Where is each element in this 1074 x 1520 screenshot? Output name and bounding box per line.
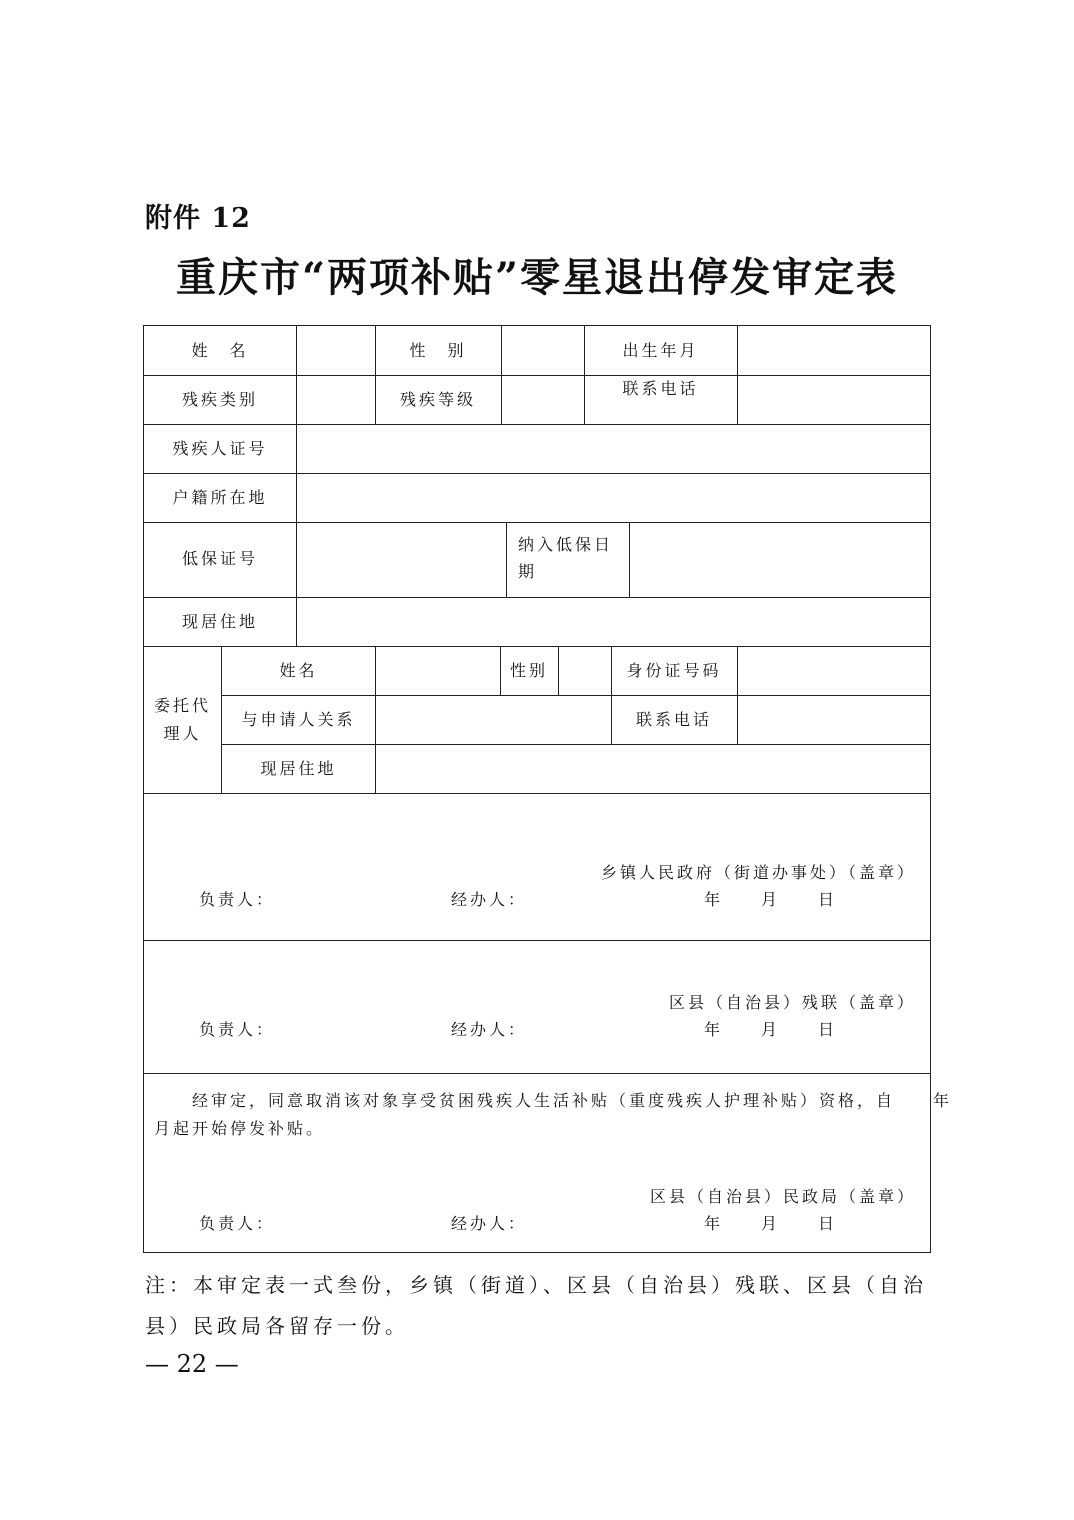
disability-type-label: 残疾类别 — [181, 390, 258, 409]
agent-residence-label: 现居住地 — [260, 759, 337, 778]
decision-text-line1: 经审定，同意取消该对象享受贫困残疾人生活补贴（重度残疾人护理补贴）资格，自 年 — [192, 1091, 953, 1110]
federation-date: 年 月 日 — [704, 1020, 838, 1039]
agent-relation-field[interactable] — [376, 695, 611, 744]
town-authority-stamp: 乡镇人民政府（街道办事处）（盖章） — [600, 863, 916, 882]
agent-group-label-1: 委托代 — [153, 696, 211, 715]
residence-field[interactable] — [297, 597, 931, 646]
disability-cert-field[interactable] — [297, 424, 931, 473]
town-handler-label: 经办人： — [451, 890, 528, 909]
agent-relation-label: 与申请人关系 — [241, 710, 356, 729]
civil-handler-label: 经办人： — [451, 1214, 528, 1233]
applicant-gender-label: 性 别 — [409, 341, 467, 360]
disability-level-field[interactable] — [502, 375, 584, 424]
civil-date: 年 月 日 — [704, 1214, 838, 1233]
applicant-gender-field[interactable] — [502, 326, 584, 375]
household-field[interactable] — [297, 473, 931, 522]
federation-handler-label: 经办人： — [451, 1020, 528, 1039]
review-form-table — [143, 325, 953, 1253]
agent-gender-label: 性别 — [509, 661, 548, 680]
attachment-label: 附件 12 — [145, 203, 251, 234]
federation-authority-stamp: 区县（自治县）残联（盖章） — [668, 993, 916, 1012]
civil-responsible-label: 负责人： — [199, 1214, 276, 1233]
agent-id-label: 身份证号码 — [626, 661, 722, 680]
dibao-date-label-2: 期 — [518, 562, 538, 581]
dibao-cert-field[interactable] — [297, 522, 506, 597]
disability-level-label: 残疾等级 — [399, 390, 476, 409]
federation-responsible-label: 负责人： — [199, 1020, 276, 1039]
applicant-name-label: 姓 名 — [191, 341, 249, 360]
agent-id-field[interactable] — [738, 646, 931, 695]
form-title: 重庆市“两项补贴”零星退出停发审定表 — [175, 254, 898, 301]
agent-phone-label: 联系电话 — [635, 710, 712, 729]
town-date: 年 月 日 — [704, 890, 838, 909]
agent-residence-field[interactable] — [376, 744, 931, 793]
dibao-cert-label: 低保证号 — [181, 549, 258, 568]
agent-name-label: 姓名 — [279, 661, 318, 680]
applicant-phone-label: 联系电话 — [622, 379, 699, 398]
page-number: — 22 — — [145, 1350, 239, 1378]
applicant-phone-field[interactable] — [738, 375, 931, 424]
residence-label: 现居住地 — [181, 612, 258, 631]
household-label: 户籍所在地 — [172, 488, 268, 507]
dibao-date-field[interactable] — [630, 522, 931, 597]
disability-type-field[interactable] — [297, 375, 375, 424]
birth-label: 出生年月 — [622, 341, 699, 360]
footer-note: 注：本审定表一式叁份，乡镇（街道）、区县（自治县）残联、区县（自治县）民政局各留存一份。 — [145, 1273, 927, 1338]
agent-phone-field[interactable] — [738, 695, 931, 744]
dibao-date-label-1: 纳入低保日 — [518, 535, 614, 554]
birth-field[interactable] — [738, 326, 931, 375]
disability-cert-label: 残疾人证号 — [172, 439, 268, 458]
agent-gender-field[interactable] — [559, 646, 611, 695]
civil-authority-stamp: 区县（自治县）民政局（盖章） — [649, 1187, 916, 1206]
agent-group-label-2: 理人 — [163, 724, 202, 743]
town-responsible-label: 负责人： — [199, 890, 276, 909]
applicant-name-field[interactable] — [297, 326, 375, 375]
decision-text-line2: 月起开始停发补贴。 — [154, 1119, 326, 1138]
agent-name-field[interactable] — [376, 646, 500, 695]
